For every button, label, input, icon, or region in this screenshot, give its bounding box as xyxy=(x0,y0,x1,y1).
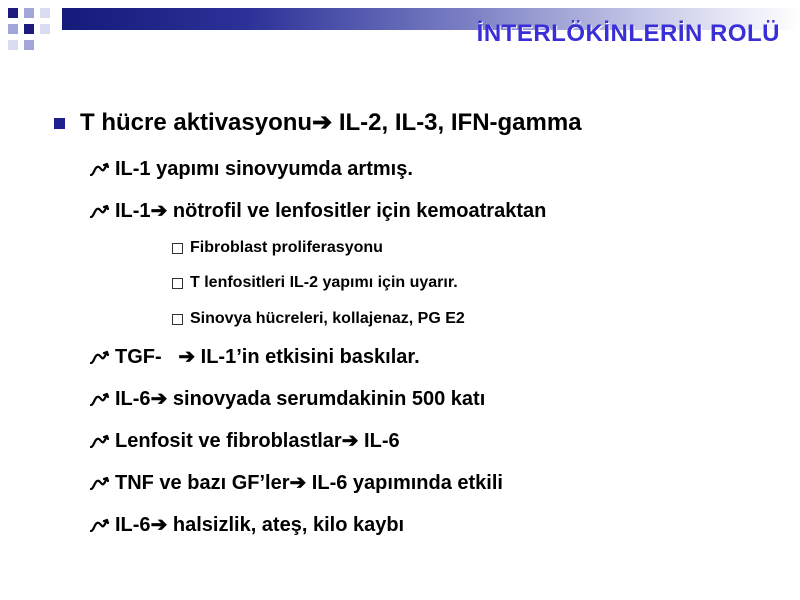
right-arrow-icon: ➔ xyxy=(289,472,307,494)
bullet-text-continuation: halsizlik, ateş, kilo kaybı xyxy=(167,514,405,536)
bullet-line-level-3 xyxy=(190,273,458,293)
square-bullet-icon xyxy=(54,118,65,129)
hollow-square-bullet-icon xyxy=(172,243,183,254)
right-arrow-icon: ➔ xyxy=(150,200,168,222)
decor-square xyxy=(24,8,34,18)
bullet-text: TGF- xyxy=(115,346,179,368)
bullet-text: IL-1 xyxy=(115,200,151,222)
right-arrow-icon: ➔ xyxy=(312,109,333,136)
curl-arrow-bullet-icon xyxy=(90,162,112,176)
decor-square xyxy=(8,8,18,18)
bullet-text: T hücre aktivasyonu xyxy=(80,109,313,136)
bullet-line-level-3 xyxy=(190,309,465,329)
bullet-line-level-2 xyxy=(115,344,420,370)
hollow-square-bullet-icon xyxy=(172,314,183,325)
bullet-text: Sinovya hücreleri, kollajenaz, PG E2 xyxy=(190,310,465,327)
bullet-line-level-2 xyxy=(115,470,503,496)
bullet-line-level-2 xyxy=(115,156,413,182)
bullet-text: Lenfosit ve fibroblastlar xyxy=(115,430,342,452)
bullet-text-continuation: nötrofil ve lenfositler için kemoatraktan xyxy=(167,200,547,222)
bullet-text: IL-1 yapımı sinovyumda artmış. xyxy=(115,158,413,180)
curl-arrow-bullet-icon xyxy=(90,518,112,532)
decor-square xyxy=(8,40,18,50)
decor-square xyxy=(40,24,50,34)
right-arrow-icon: ➔ xyxy=(150,388,168,410)
curl-arrow-bullet-icon xyxy=(90,204,112,218)
bullet-line-level-2 xyxy=(115,428,400,454)
curl-arrow-bullet-icon xyxy=(90,476,112,490)
right-arrow-icon: ➔ xyxy=(150,514,168,536)
right-arrow-icon: ➔ xyxy=(341,430,359,452)
bullet-line-level-1 xyxy=(80,108,582,138)
bullet-text: IL-6 xyxy=(115,514,151,536)
bullet-text: TNF ve bazı GF’ler xyxy=(115,472,290,494)
bullet-text: IL-6 xyxy=(115,388,151,410)
bullet-text-continuation: IL-6 yapımında etkili xyxy=(306,472,503,494)
slide-title: İNTERLÖKİNLERİN ROLÜ xyxy=(476,20,780,47)
decor-square xyxy=(40,8,50,18)
curl-arrow-bullet-icon xyxy=(90,392,112,406)
decor-square xyxy=(24,24,34,34)
right-arrow-icon: ➔ xyxy=(178,346,196,368)
bullet-text: Fibroblast proliferasyonu xyxy=(190,239,383,256)
bullet-text-continuation: sinovyada serumdakinin 500 katı xyxy=(167,388,486,410)
curl-arrow-bullet-icon xyxy=(90,434,112,448)
bullet-line-level-2 xyxy=(115,512,404,538)
bullet-line-level-2 xyxy=(115,198,546,224)
bullet-text-continuation: IL-6 xyxy=(358,430,400,452)
bullet-text-continuation: IL-2, IL-3, IFN-gamma xyxy=(332,109,582,136)
bullet-text-continuation: IL-1’in etkisini baskılar. xyxy=(195,346,420,368)
bullet-text: T lenfositleri IL-2 yapımı için uyarır. xyxy=(190,274,458,291)
curl-arrow-bullet-icon xyxy=(90,350,112,364)
decor-square xyxy=(24,40,34,50)
bullet-line-level-2 xyxy=(115,386,485,412)
bullet-line-level-3 xyxy=(190,238,383,258)
decor-square xyxy=(8,24,18,34)
hollow-square-bullet-icon xyxy=(172,278,183,289)
